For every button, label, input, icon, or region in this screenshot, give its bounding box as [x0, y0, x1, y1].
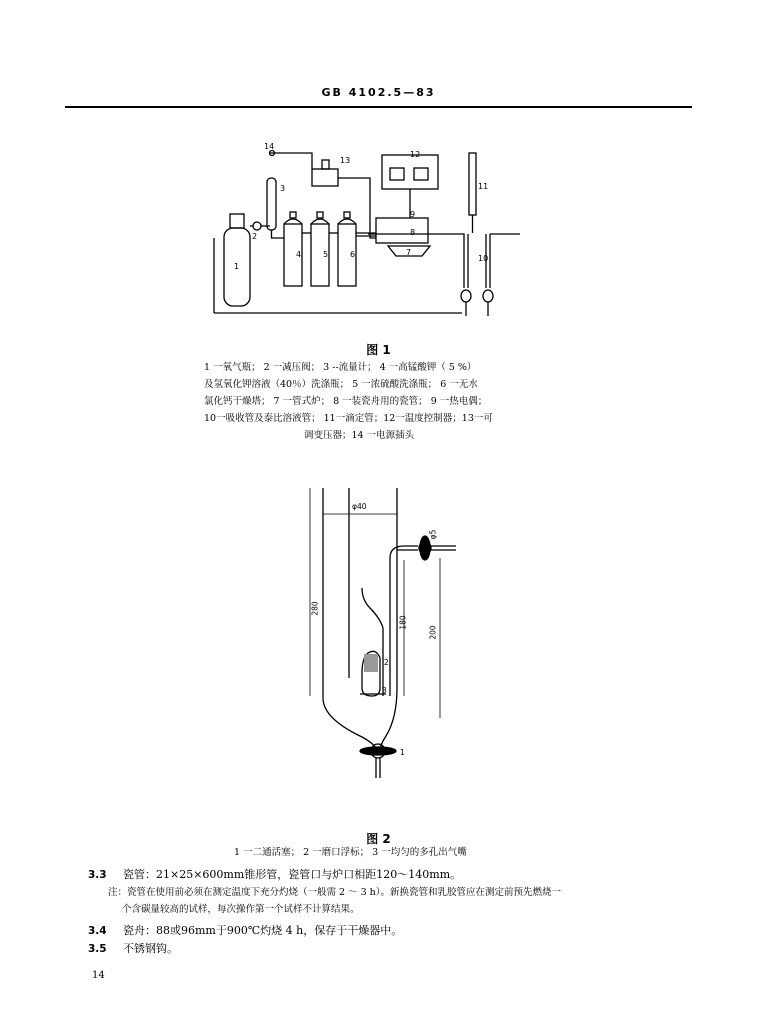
section-number: 3.4 — [88, 925, 107, 937]
section-number: 3.3 — [88, 869, 107, 881]
fig2-dim-diameter-40: φ40 — [352, 502, 367, 511]
fig1-label-5: 5 — [323, 250, 329, 259]
figure-1-caption: 图 1 — [366, 343, 391, 357]
section-3-3 — [88, 866, 461, 882]
fig2-dim-length-180: 180 — [398, 615, 408, 630]
section-text: 瓷管：21×25×600mm锥形管，瓷管口与炉口相距120～140mm。 — [123, 868, 462, 881]
figure-2-legend: 1 一二通活塞； 2 一磨口浮标； 3 一均匀的多孔出气嘴 — [234, 847, 467, 858]
note-line: 注：瓷管在使用前必须在测定温度下充分灼烧（一般需 2 ～ 3 h）。新换瓷管和乳胶管应在测定前预先燃烧一 — [108, 887, 562, 898]
fig1-label-8: 8 — [410, 228, 416, 237]
section-number: 3.5 — [88, 943, 107, 955]
fig1-label-11: 11 — [478, 182, 489, 191]
fig1-legend-line: 氯化钙干燥塔； 7 一管式炉； 8 一装瓷舟用的瓷管； 9 一热电偶； — [204, 396, 488, 407]
page-number: 14 — [92, 970, 105, 981]
fig1-label-12: 12 — [410, 150, 421, 159]
fig1-legend-line: 10一吸收管及泰比溶液管； 11一滴定管；12一温度控制器；13一可 — [204, 413, 493, 424]
fig2-dim-length-200: 200 — [428, 625, 438, 640]
fig1-label-14: 14 — [264, 142, 275, 151]
fig1-label-7: 7 — [406, 248, 412, 257]
standard-number-header: GB 4102.5—83 — [321, 86, 436, 99]
fig1-label-1: 1 — [234, 262, 240, 271]
fig2-dim-length-280: 280 — [310, 601, 320, 616]
fig1-label-3: 3 — [280, 184, 286, 193]
fig1-label-6: 6 — [350, 250, 356, 259]
fig1-label-9: 9 — [410, 210, 416, 219]
fig2-dim-diameter-5: φ5 — [428, 529, 438, 540]
fig1-label-2: 2 — [252, 232, 258, 241]
section-3-4 — [88, 922, 402, 938]
note-block — [108, 884, 561, 915]
fig2-label-1: 1 — [400, 748, 405, 757]
note-line: 个含碳量较高的试样，每次操作第一个试样不计算结果。 — [122, 904, 360, 915]
fig1-legend-line: 及氢氧化钾溶液（40％）洗涤瓶； 5 一浓硫酸洗涤瓶； 6 一无水 — [204, 379, 478, 390]
fig1-label-10: 10 — [478, 254, 489, 263]
figure-2-caption: 图 2 — [366, 832, 391, 846]
fig1-label-13: 13 — [340, 156, 351, 165]
fig1-legend-line: 1 一氧气瓶； 2 一减压阀； 3 --流量计； 4 一高锰酸钾（ 5 %） — [204, 362, 477, 373]
fig2-label-3: 3 — [382, 686, 387, 695]
fig1-label-4: 4 — [296, 250, 302, 259]
header-rule — [65, 106, 692, 108]
fig2-label-2: 2 — [384, 658, 389, 667]
fig1-legend-line: 调变压器；14 一电源插头 — [304, 430, 415, 441]
section-text: 不锈钢钩。 — [123, 942, 178, 955]
figure-1-legend — [204, 359, 493, 444]
section-3-5 — [88, 940, 178, 956]
section-text: 瓷舟：88或96mm于900℃灼烧 4 h，保存于干燥器中。 — [123, 924, 403, 937]
